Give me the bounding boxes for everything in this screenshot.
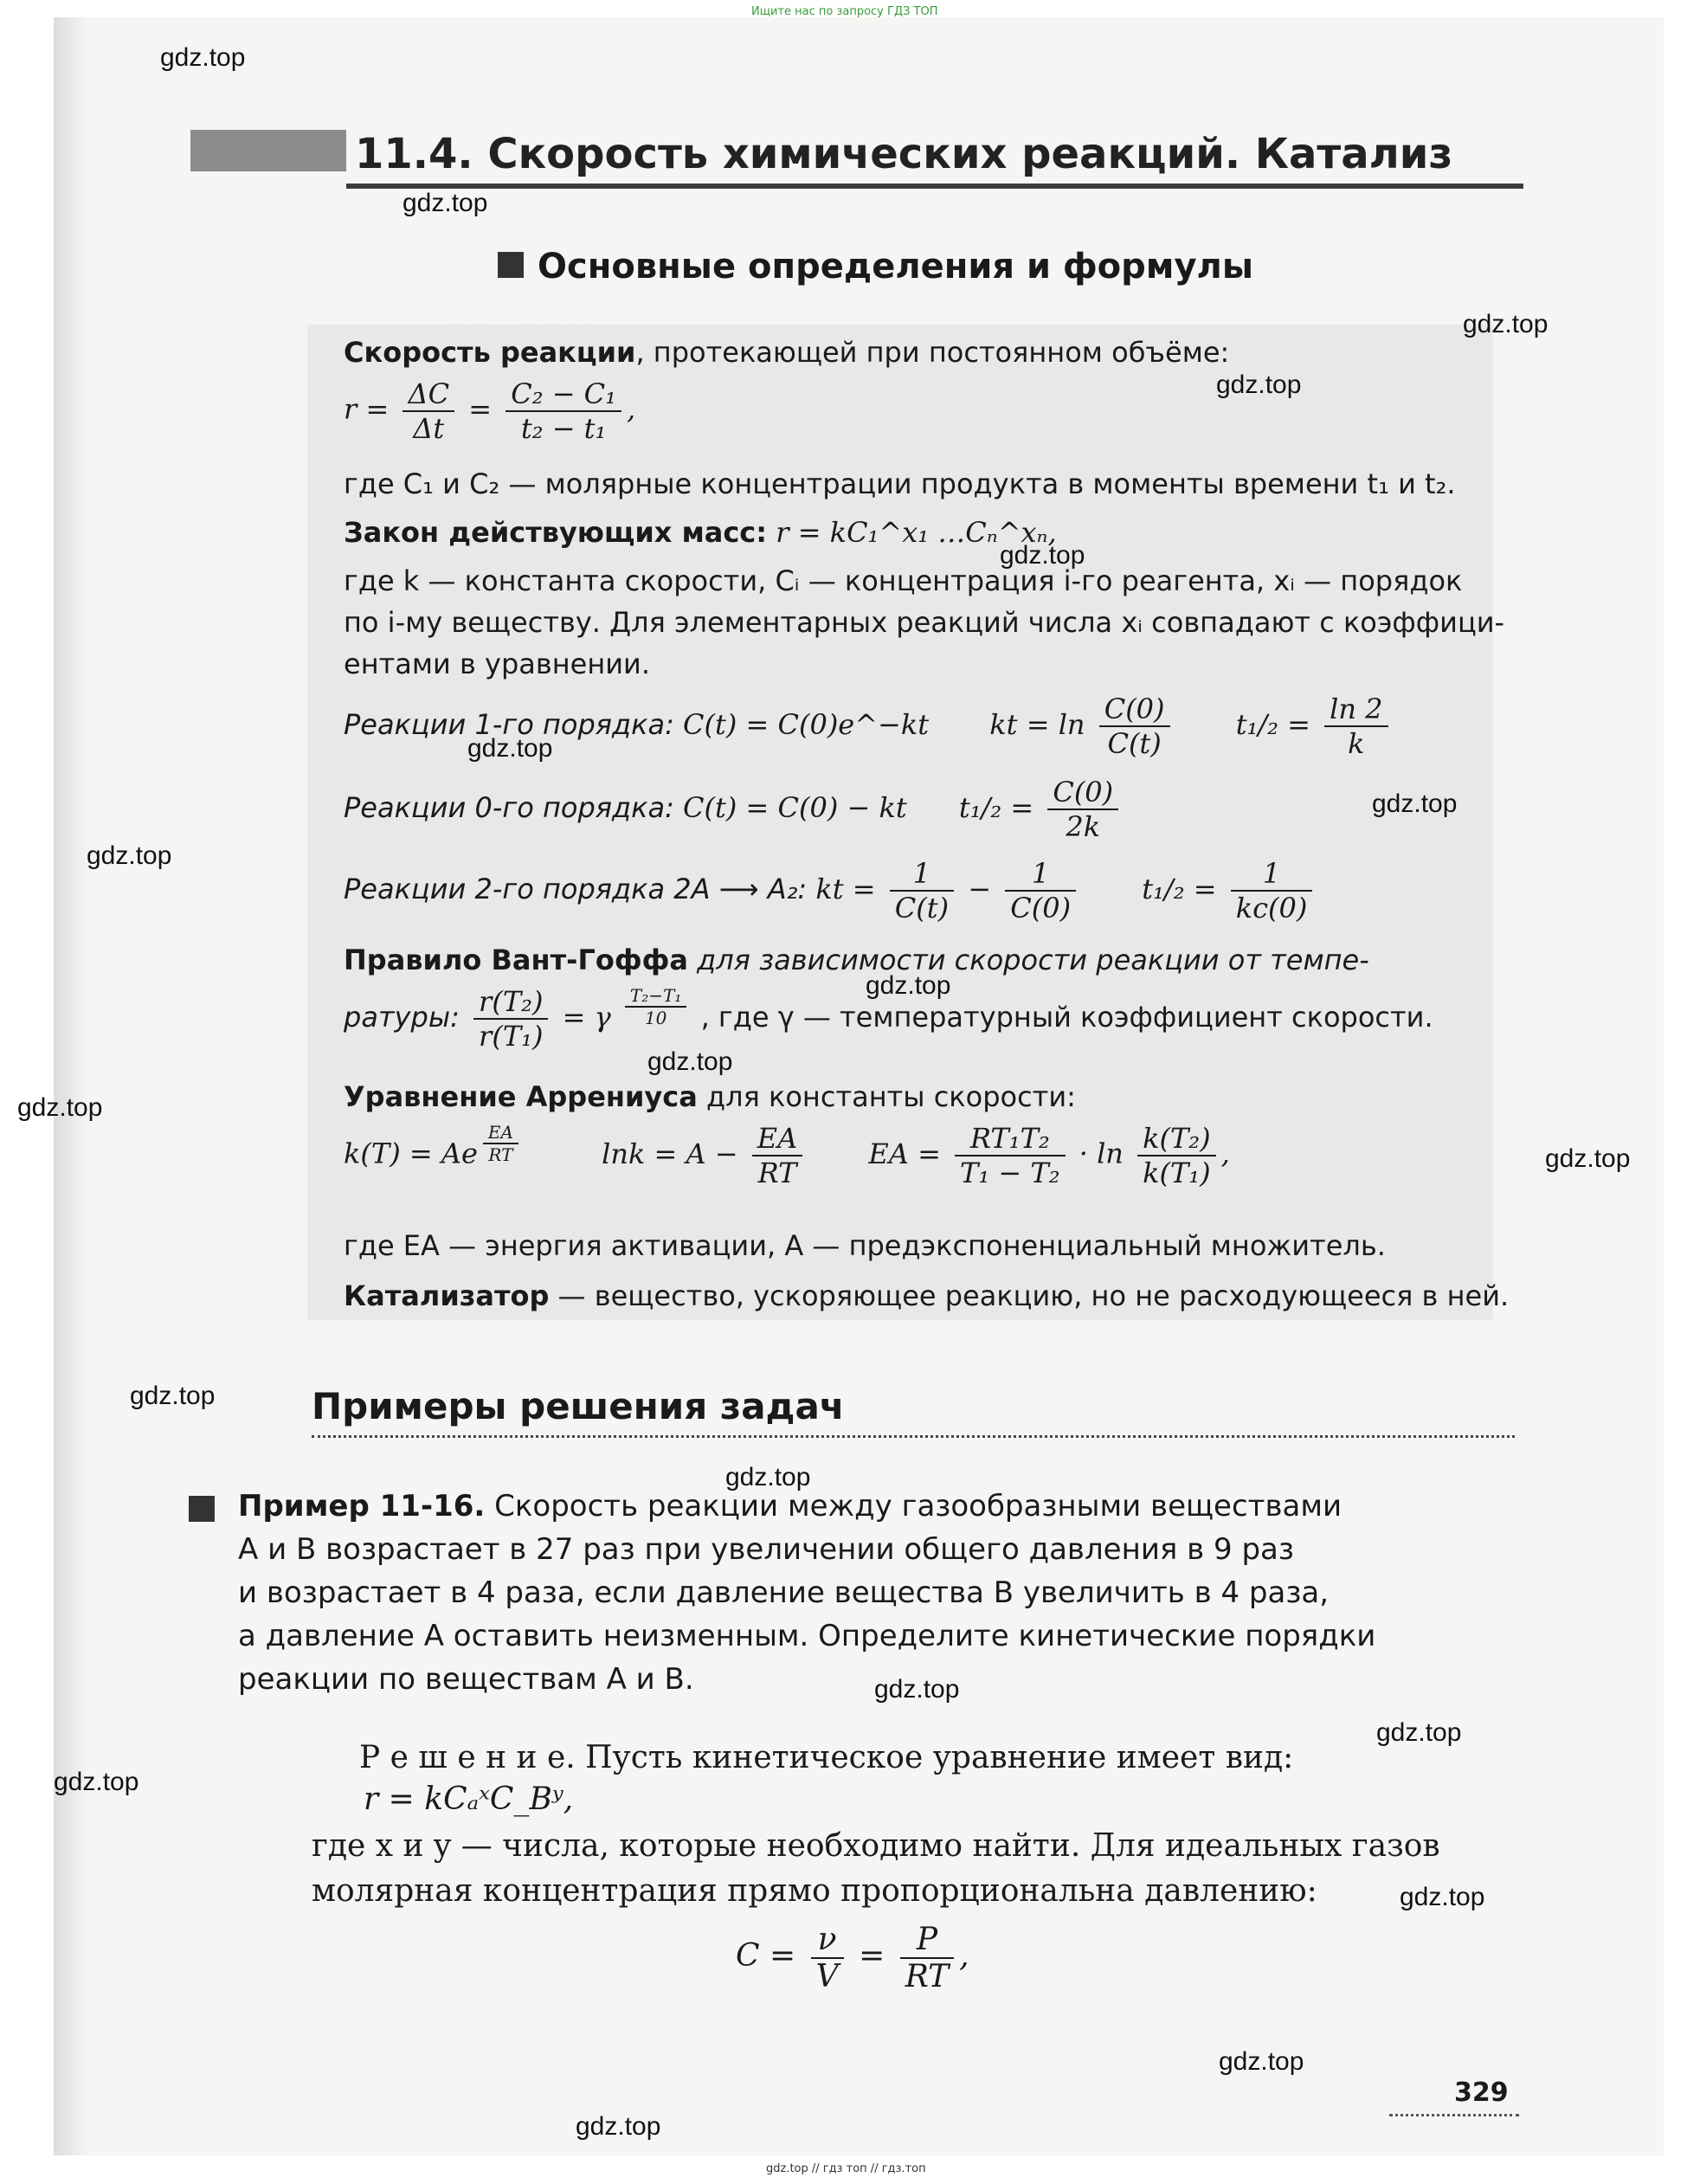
zero-order-label: Реакции 0-го порядка: — [344, 791, 674, 824]
first-order-halflife: $\frac{\ln 2}{k}$ — [1324, 693, 1388, 760]
rate-fraction-1: $\frac{\Delta C}{\Delta t}$ — [402, 377, 454, 445]
solution-kinetic-equation: r = kCₐˣC_Bʸ, — [364, 1781, 574, 1817]
section-rule — [346, 184, 1523, 189]
rate-fraction-2: $\frac{\text{C₂ − C₁}}{\text{t₂ − t₁}}$ — [505, 377, 621, 445]
watermark: gdz.top — [160, 43, 246, 72]
square-bullet-icon — [498, 252, 524, 278]
watermark: gdz.top — [17, 1093, 103, 1122]
watermark: gdz.top — [647, 1047, 733, 1076]
example-line-4: а давление A оставить неизменным. Определите кинетические порядки — [238, 1619, 1376, 1653]
zero-order-line: Реакции 0-го порядка: C(t) = C(0) − kt t₁/₂ = $\frac{C(0)}{2k}$ — [344, 776, 1124, 843]
mass-action-law — [344, 516, 1057, 549]
second-order-fraction-2: $\frac{1}{C(0)}$ — [1005, 857, 1076, 924]
square-bullet-icon — [189, 1496, 215, 1522]
watermark: gdz.top — [866, 971, 951, 1000]
watermark: gdz.top — [54, 1768, 139, 1796]
rate-formula: r = $\frac{\Delta C}{\Delta t}$ = $\frac{\text{C₂ − C₁}}{\text{t₂ − t₁}}$ , — [344, 377, 636, 445]
mass-action-expl-1: где k — константа скорости, Cᵢ — концентрация i-го реагента, xᵢ — порядок — [344, 564, 1463, 597]
mass-action-formula: r = kC₁^x₁ …Cₙ^xₙ, — [776, 516, 1057, 549]
solution-line-4: молярная концентрация прямо пропорциональна давлению: — [312, 1873, 1317, 1909]
watermark: gdz.top — [725, 1463, 811, 1491]
first-order-fraction: $\frac{C(0)}{C(t)}$ — [1099, 693, 1170, 760]
section-title: 11.4. Скорость химических реакций. Катализ — [355, 130, 1453, 178]
first-order-label: Реакции 1-го порядка: — [344, 708, 674, 741]
arrhenius-explanation: где EА — энергия активации, A — предэкспоненциальный множитель. — [344, 1229, 1386, 1262]
vant-hoff-term: Правило Вант-Гоффа — [344, 944, 688, 976]
section-bar — [190, 130, 346, 171]
concentration-fraction-1: $\frac{\nu}{V}$ — [811, 1922, 844, 1994]
watermark: gdz.top — [576, 2112, 661, 2141]
second-order-label: Реакции 2-го порядка 2A ⟶ A₂: — [344, 873, 808, 905]
definitions-subheading: Основные определения и формулы — [498, 247, 1253, 287]
arrhenius-term: Уравнение Аррениуса — [344, 1080, 698, 1113]
examples-heading: Примеры решения задач — [312, 1385, 845, 1427]
second-order-halflife: $\frac{1}{kc(0)}$ — [1231, 857, 1313, 924]
arrhenius-equation: Уравнение Аррениуса для константы скорости: — [344, 1080, 1076, 1113]
zero-order-halflife: $\frac{C(0)}{2k}$ — [1047, 776, 1118, 843]
vant-hoff-rule: Правило Вант-Гоффа для зависимости скорости реакции от темпе- — [344, 944, 1369, 976]
top-banner: Ищите нас по запросу ГДЗ ТОП — [751, 5, 938, 18]
rate-desc: , протекающей при постоянном объёме: — [635, 336, 1230, 369]
example-line-2: A и B возрастает в 27 раз при увеличении общего давления в 9 раз — [238, 1532, 1294, 1567]
vant-hoff-formula-line: ратуры: $\frac{\text{r(T₂)}}{\text{r(T₁)}}$ = γ $\frac{\text{T₂−T₁}}{10}$ , где γ — температурный коэффициент скорости. — [344, 985, 1433, 1053]
vant-hoff-exponent: $\frac{\text{T₂−T₁}}{10}$ — [625, 985, 686, 1028]
example-line-1: Пример 11-16. Скорость реакции между газообразными веществами — [238, 1489, 1343, 1524]
arrhenius-exponent: $\frac{EA}{RT}$ — [483, 1122, 518, 1165]
watermark: gdz.top — [130, 1382, 216, 1410]
rate-term: Скорость реакции — [344, 336, 636, 369]
rate-ratio-fraction: $\frac{\text{k(T₂)}}{\text{k(T₁)}}$ — [1137, 1122, 1216, 1189]
watermark: gdz.top — [467, 734, 553, 763]
arrhenius-fraction: $\frac{EA}{RT}$ — [752, 1122, 802, 1189]
zero-order-formula-1: C(t) = C(0) − kt — [683, 791, 907, 824]
example-label: Пример 11-16. — [238, 1489, 486, 1524]
watermark: gdz.top — [1219, 2047, 1304, 2076]
watermark: gdz.top — [402, 189, 488, 217]
solution-line-1: Р е ш е н и е. Пусть кинетическое уравнение имеет вид: — [359, 1740, 1294, 1775]
watermark: gdz.top — [1545, 1144, 1631, 1173]
solution-line-3: где x и y — числа, которые необходимо найти. Для идеальных газов — [312, 1828, 1440, 1864]
examples-divider — [312, 1435, 1515, 1438]
mass-action-term: Закон действующих масс: — [344, 516, 768, 549]
page-number: 329 — [1454, 2078, 1509, 2108]
rate-explanation: где C₁ и C₂ — молярные концентрации продукта в моменты времени t₁ и t₂. — [344, 467, 1456, 500]
rate-definition — [344, 336, 1229, 369]
catalyst-definition: Катализатор — вещество, ускоряющее реакцию, но не расходующееся в ней. — [344, 1279, 1510, 1312]
mass-action-expl-2: по i-му веществу. Для элементарных реакций числа xᵢ совпадают с коэффици- — [344, 606, 1505, 639]
watermark: gdz.top — [87, 841, 172, 870]
second-order-fraction-1: $\frac{1}{C(t)}$ — [890, 857, 954, 924]
first-order-line: Реакции 1-го порядка: C(t) = C(0)e^−kt kt = ln $\frac{C(0)}{C(t)}$ t₁/₂ = $\frac{\ln 2}{k}$ — [344, 693, 1394, 760]
second-order-line: Реакции 2-го порядка 2A ⟶ A₂: kt = $\frac{1}{C(t)}$ − $\frac{1}{C(0)}$ t₁/₂ = $\frac{1}{kc(0)}$ — [344, 857, 1317, 924]
watermark: gdz.top — [1400, 1883, 1485, 1911]
example-line-3: и возрастает в 4 раза, если давление вещества B увеличить в 4 раза, — [238, 1575, 1330, 1610]
watermark: gdz.top — [1000, 541, 1085, 570]
watermark: gdz.top — [1463, 310, 1549, 338]
example-line-5: реакции по веществам A и B. — [238, 1662, 694, 1697]
arrhenius-formulas: k(T) = Ae $\frac{EA}{RT}$ lnk = A − $\frac{EA}{RT}$ EA = $\frac{\text{RT₁T₂}}{\text{T₁ − T₂}}$ · ln $\frac{\text{k(T₂)}}{\text{k(T₁)}}$ , — [344, 1122, 1230, 1189]
first-order-formula-1: C(t) = C(0)e^−kt — [683, 708, 930, 741]
vant-hoff-fraction: $\frac{\text{r(T₂)}}{\text{r(T₁)}}$ — [473, 985, 548, 1053]
bottom-banner: gdz.top // гдз топ // гдз.топ — [766, 2162, 926, 2175]
page-number-rule — [1389, 2114, 1519, 2116]
concentration-fraction-2: $\frac{P}{RT}$ — [900, 1922, 954, 1994]
catalyst-term: Катализатор — [344, 1279, 550, 1312]
watermark: gdz.top — [1216, 370, 1302, 399]
solution-concentration-formula: C = $\frac{\nu}{V}$ = $\frac{P}{RT}$ , — [736, 1922, 969, 1994]
watermark: gdz.top — [874, 1675, 960, 1704]
mass-action-expl-3: ентами в уравнении. — [344, 647, 651, 680]
activation-energy-fraction: $\frac{\text{RT₁T₂}}{\text{T₁ − T₂}}$ — [955, 1122, 1066, 1189]
watermark: gdz.top — [1376, 1718, 1462, 1747]
page-binding-shadow — [54, 17, 88, 2155]
watermark: gdz.top — [1372, 789, 1458, 818]
